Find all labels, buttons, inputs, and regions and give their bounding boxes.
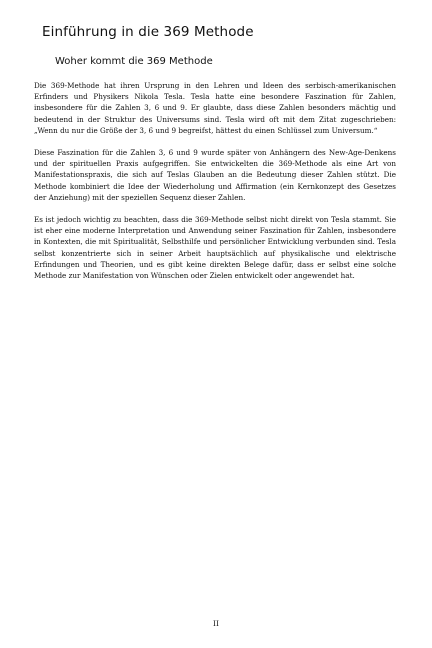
paragraph: Diese Faszination für die Zahlen 3, 6 und 9 wurde später von Anhängern des New-Age-Denkens und der spirituellen Praxis aufgegriffen. Sie entwickelten die 369-Methode als eine Art von Manifestationspraxis, die sich auf Teslas Glauben an die Bedeutung dieser Zahlen stützt. Die Methode kombiniert die Idee der Wiederholung und Affirmation (ein Kernkonzept des Gesetzes der Anziehung) mit der speziellen Sequenz dieser Zahlen. [34, 148, 396, 202]
page-title: Einführung in die 369 Methode [42, 24, 254, 40]
page-number: II [213, 619, 219, 628]
section-heading: Woher kommt die 369 Methode [55, 56, 213, 67]
paragraph: Es ist jedoch wichtig zu beachten, dass die 369-Methode selbst nicht direkt von Tesla stammt. Sie ist eher eine moderne Interpretation und Anwendung seiner Faszination für Zahlen, insbesondere in Kontexten, die mit Spiritualität, Selbsthilfe und persönlicher Entwicklung verbunden sind. Tesla selbst konzentrierte sich in seiner Arbeit hauptsächlich auf physikalische und elektrische Erfindungen und Theorien, und es gibt keine direkten Belege dafür, dass er selbst eine solche Methode zur Manifestation von Wünschen oder Zielen entwickelt oder angewendet hat. [34, 215, 396, 281]
body-text [34, 80, 396, 292]
paragraph: Die 369-Methode hat ihren Ursprung in den Lehren und Ideen des serbisch-amerikanischen Erfinders und Physikers Nikola Tesla. Tesla hatte eine besondere Faszination für Zahlen, insbesondere für die Zahlen 3, 6 und 9. Er glaubte, dass diese Zahlen besonders mächtig und bedeutend in der Struktur des Universums sind. Tesla wird oft mit dem Zitat zugeschrieben: „Wenn du nur die Größe der 3, 6 und 9 begreifst, hättest du einen Schlüssel zum Universum.“ [34, 81, 396, 135]
